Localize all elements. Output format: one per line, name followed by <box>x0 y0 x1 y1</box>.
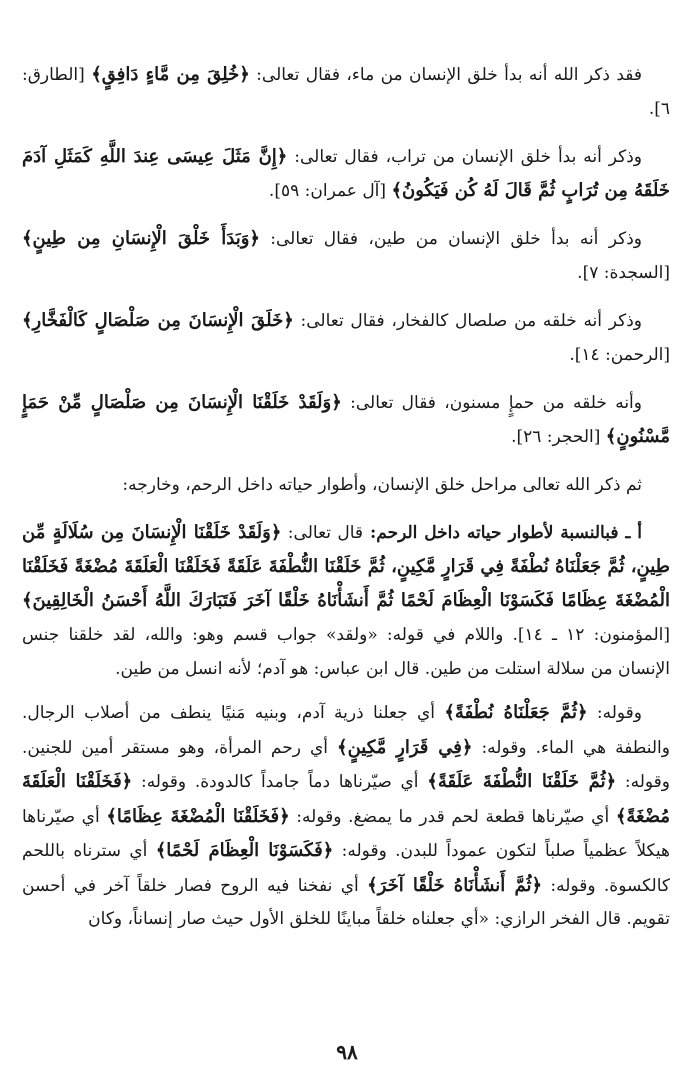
verse-reference: [الطارق: ٦]. <box>22 65 670 119</box>
quran-verse: ﴿ثُمَّ أَنشَأْنَاهُ خَلْقًا آخَرَ﴾ <box>367 874 543 896</box>
paragraph-water <box>22 58 670 126</box>
page-body <box>22 58 670 945</box>
paragraph-text: أي جعلنا ذرية آدم، وبنيه مَنيًا ينطف من أصلاب الرجال. والنطفة هي الماء. وقوله: <box>22 703 670 758</box>
paragraph-text: أي رحم المرأة، وهو مستقر أمين للجنين. وقوله: <box>22 737 670 792</box>
paragraph-text: وأنه خلقه من حمإٍ مسنون، فقال تعالى: <box>341 393 642 413</box>
quran-verse: ﴿ثُمَّ جَعَلْنَاهُ نُطْفَةً﴾ <box>444 702 588 723</box>
paragraph-text: أي صيّرناها قطعة لحم قدر ما يمضغ. وقوله: <box>289 806 616 827</box>
quran-verse: ﴿وَلَقَدْ خَلَقْنَا الْإِنسَانَ مِن سُلَالَةٍ مِّن طِينٍ، ثُمَّ جَعَلْنَاهُ نُطْفَةً فِي قَرَارٍ مَّكِينٍ، ثُمَّ خَلَقْنَا النُّطْفَةَ عَلَقَةً فَخَلَقْنَا الْعَلَقَةَ مُضْغَةً فَخَلَقْنَا الْمُضْغَةَ عِظَامًا فَكَسَوْنَا الْعِظَامَ لَحْمًا ثُمَّ أَنشَأْنَاهُ خَلْقًا آخَرَ فَتَبَارَكَ اللَّهُ أَحْسَنُ الْخَالِقِينَ﴾ <box>22 522 670 611</box>
paragraph-text: وذكر أنه خلقه من صلصال كالفخار، فقال تعالى: <box>293 311 642 331</box>
quran-verse: ﴿خَلَقَ الْإِنسَانَ مِن صَلْصَالٍ كَالْفَخَّارِ﴾ <box>22 310 294 331</box>
paragraph-text: وذكر أنه بدأ خلق الإنسان من طين، فقال تعالى: <box>259 229 642 249</box>
quran-verse: ﴿فَخَلَقْنَا الْمُضْغَةَ عِظَامًا﴾ <box>106 805 290 827</box>
quran-verse: ﴿ثُمَّ خَلَقْنَا النُّطْفَةَ عَلَقَةً﴾ <box>427 771 617 792</box>
page-number: ٩٨ <box>336 1040 358 1064</box>
verse-reference: [السجدة: ٧]. <box>577 263 670 283</box>
section-a-womb-stages <box>22 516 670 686</box>
paragraph-text: وذكر أنه بدأ خلق الإنسان من تراب، فقال تعالى: <box>287 147 643 167</box>
verse-reference: [الحجر: ٢٦]. <box>511 427 606 447</box>
paragraph-text: قال تعالى: <box>281 523 364 543</box>
paragraph-pottery <box>22 304 670 372</box>
quran-verse: ﴿فَخَلَقْنَا الْعَلَقَةَ مُضْغَةً﴾ <box>22 771 670 827</box>
paragraph-text: أي صيّرناها دماً جامداً كالدودة. وقوله: <box>132 772 428 792</box>
quran-verse: ﴿وَلَقَدْ خَلَقْنَا الْإِنسَانَ مِن صَلْصَالٍ مِّنْ حَمَإٍ مَّسْنُونٍ﴾ <box>22 392 670 447</box>
paragraph-text: أي نفخنا فيه الروح فصار خلقاً آخر في أحسن تقويم. قال الفخر الرازي: «أي جعلناه خلقاً مباينًا للخلق الأول حيث صار إنساناً، وكان <box>22 875 670 929</box>
quran-verse: ﴿خُلِقَ مِن مَّاءٍ دَافِقٍ﴾ <box>91 64 250 85</box>
paragraph-dust <box>22 140 670 208</box>
paragraph-text: أي صيّرناها هيكلاً عظمياً صلباً لتكون عموداً للبدن. وقوله: <box>22 806 670 861</box>
quran-verse: ﴿فَكَسَوْنَا الْعِظَامَ لَحْمًا﴾ <box>155 840 334 861</box>
paragraph-stages-intro <box>22 468 670 502</box>
quran-verse: ﴿فِي قَرَارٍ مَّكِينٍ﴾ <box>337 736 473 758</box>
paragraph-text: [المؤمنون: ١٢ ـ ١٤]. واللام في قوله: «ولقد» جواب قسم وهو: والله، لقد خلقنا جنس الإنسان من سلالة استلت من طين. قال ابن عباس: هو آدم؛ لأنه انسل من طين. <box>22 625 670 679</box>
quran-verse: ﴿وَبَدَأَ خَلْقَ الْإِنسَانِ مِن طِينٍ﴾ <box>22 228 260 249</box>
paragraph-commentary <box>22 696 670 937</box>
paragraph-text: وقوله: <box>587 703 642 723</box>
quran-verse: ﴿إِنَّ مَثَلَ عِيسَى عِندَ اللَّهِ كَمَثَلِ آدَمَ خَلَقَهُ مِن تُرَابٍ ثُمَّ قَالَ لَهُ كُن فَيَكُونُ﴾ <box>22 146 670 201</box>
paragraph-mud <box>22 386 670 454</box>
paragraph-text: فقد ذكر الله أنه بدأ خلق الإنسان من ماء، فقال تعالى: <box>249 65 643 85</box>
verse-reference: [الرحمن: ١٤]. <box>569 345 670 365</box>
paragraph-text: ثم ذكر الله تعالى مراحل خلق الإنسان، وأطوار حياته داخل الرحم، وخارجه: <box>122 475 642 495</box>
section-heading: أ ـ فبالنسبة لأطوار حياته داخل الرحم: <box>363 523 643 543</box>
paragraph-text: أي سترناه باللحم كالكسوة. وقوله: <box>22 841 670 896</box>
verse-reference: [آل عمران: ٥٩]. <box>268 181 392 201</box>
paragraph-clay <box>22 222 670 290</box>
